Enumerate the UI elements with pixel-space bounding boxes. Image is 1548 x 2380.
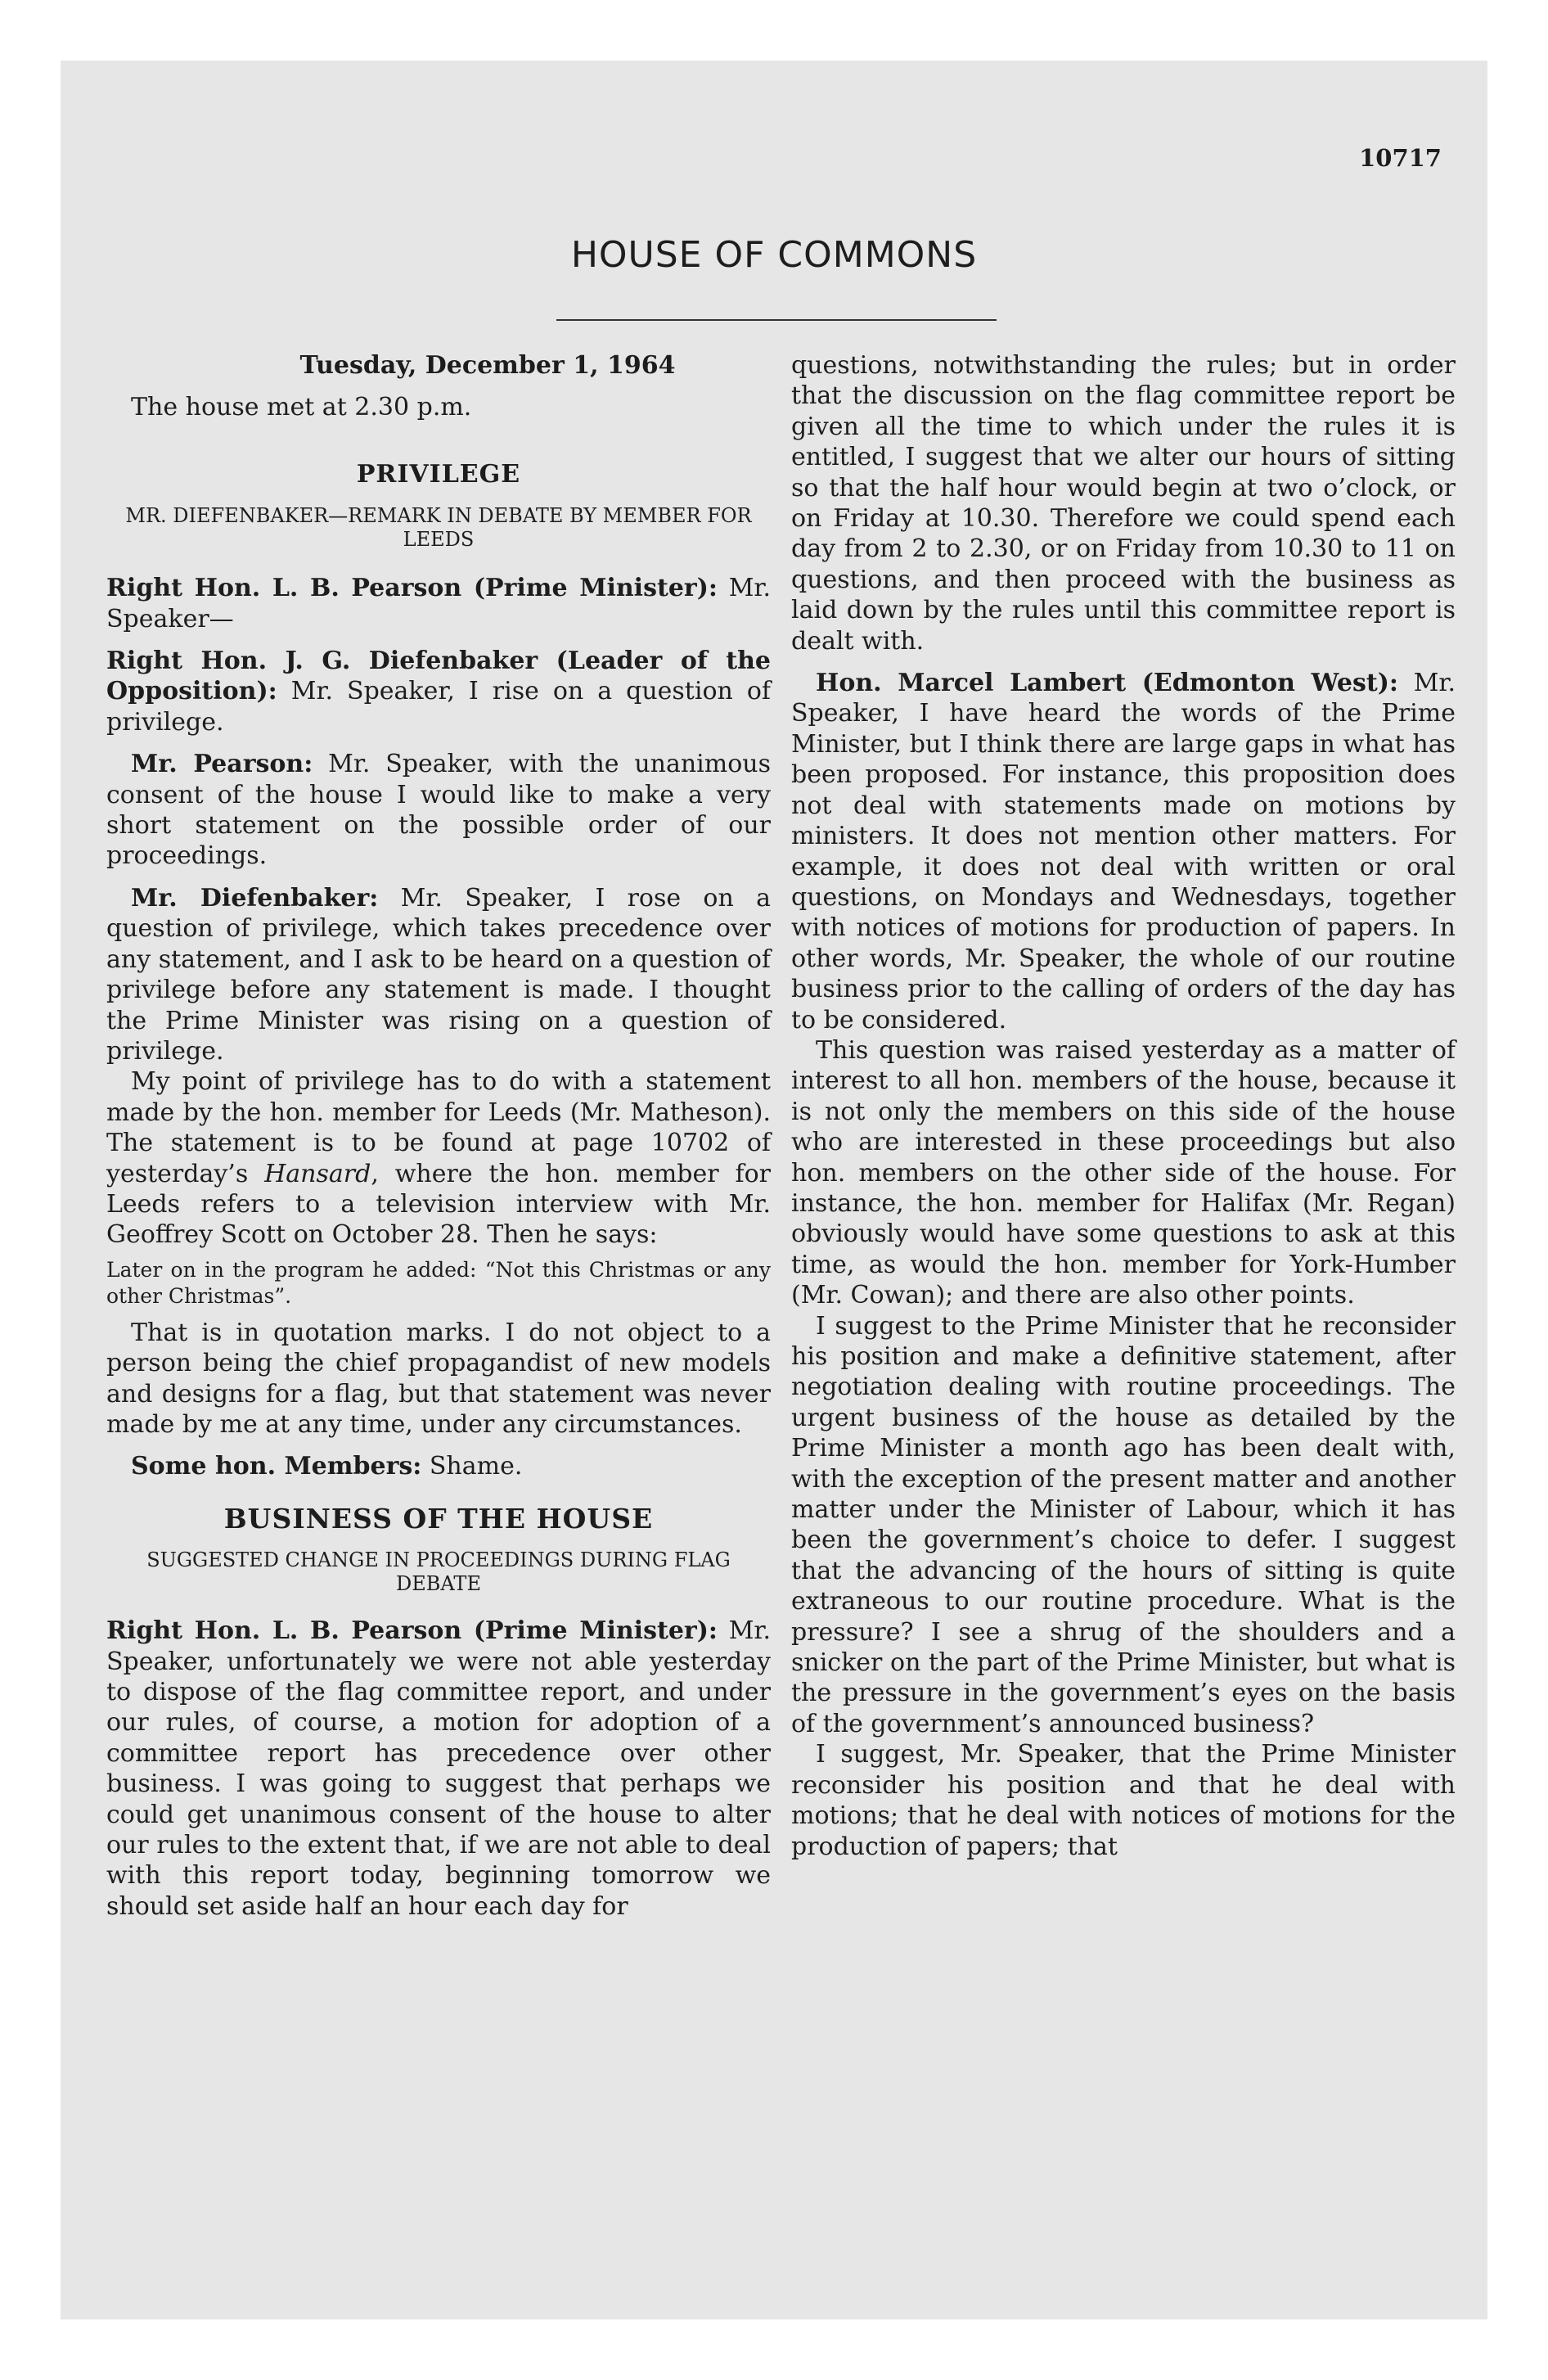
speech-text: Mr. Speaker, with the unanimous consent of the house I would like to make a very short statement on the possible order of our proceedings. <box>106 750 771 871</box>
speech-paragraph: That is in quotation marks. I do not object to a person being the chief propagandist of new models and designs for a flag, but that statement was never made by me at any time, under any circumstances. <box>106 1318 771 1439</box>
speech-text: My point of privilege has to do with a statement made by the hon. member for Leeds (Mr. Matheson). The statement is to be found at page 10702 of yesterday’s <box>106 1067 771 1188</box>
speech-text: Mr. Speaker, I have heard the words of the Prime Minister, but I think there are large gaps in what has been proposed. For instance, this proposition does not deal with statements made on motions by ministers. It does not mention other matters. For example, it does not deal with written or oral questions, on Mondays and Wednesdays, together with notices of motions for production of papers. In other words, Mr. Speaker, the whole of our routine business prior to the calling of orders of the day has to be considered. <box>791 669 1456 1034</box>
speaker-name: Right Hon. J. G. Diefenbaker (Leader of the Opposition): <box>106 647 771 706</box>
speech-text: Shame. <box>421 1452 523 1481</box>
speech-paragraph: I suggest to the Prime Minister that he reconsider his position and make a definitive statement, after negotiation dealing with routine proceedings. The urgent business of the house as detailed by the Prime Minister a month ago has been dealt with, with the exception of the present matter and another matter under the Minister of Labour, which it has been the government’s choice to defer. I suggest that the advancing of the hours of sitting is quite extraneous to our routine procedure. What is the pressure? I see a shrug of the shoulders and a snicker on the part of the Prime Minister, but what is the pressure in the government’s eyes on the basis of the government’s announced business? <box>791 1311 1456 1738</box>
speaker-name: Some hon. Members: <box>131 1452 422 1481</box>
hansard-title: Hansard <box>264 1159 371 1188</box>
speech-paragraph <box>106 749 771 872</box>
speech-paragraph <box>791 668 1456 1035</box>
speech-paragraph: I suggest, Mr. Speaker, that the Prime Minister reconsider his position and that he deal with motions; that he deal with notices of motions for the production of papers; that <box>791 1740 1456 1861</box>
speech-paragraph <box>106 1066 771 1250</box>
speech-text: , where the hon. member for Leeds refers to a television interview with Mr. Geoffrey Scott on October 28. Then he says: <box>106 1159 772 1250</box>
speech-paragraph: questions, notwithstanding the rules; but in order that the discussion on the flag committee report be given all the time to which under the rules it is entitled, I suggest that we alter our hours of sitting so that the half hour would begin at two o’clock, or on Friday at 10.30. Therefore we could spend each day from 2 to 2.30, or on Friday from 10.30 to 11 on questions, and then proceed with the business as laid down by the rules until this committee report is dealt with. <box>791 351 1456 656</box>
title-rule <box>556 319 997 321</box>
speech-paragraph: This question was raised yesterday as a matter of interest to all hon. members of the house, because it is not only the members on this side of the house who are interested in these proceedings but also hon. members on the other side of the house. For instance, the hon. member for Halifax (Mr. Regan) obviously would have some questions to ask at this time, as would the hon. member for York-Humber (Mr. Cowan); and there are also other points. <box>791 1035 1456 1310</box>
right-column <box>791 350 1456 1862</box>
page-title: HOUSE OF COMMONS <box>570 234 978 276</box>
sitting-date: Tuesday, December 1, 1964 <box>299 351 676 380</box>
speech-text: Mr. Speaker— <box>106 574 772 633</box>
speech-paragraph <box>106 1616 771 1922</box>
speaker-name: Mr. Pearson: <box>131 750 313 779</box>
speaker-name: Hon. Marcel Lambert (Edmonton West): <box>816 669 1398 698</box>
speech-text: Mr. Speaker, I rise on a question of privilege. <box>106 677 771 737</box>
speaker-name: Right Hon. L. B. Pearson (Prime Minister): <box>106 1616 718 1646</box>
page-number: 10717 <box>1359 144 1442 172</box>
opening-line: The house met at 2.30 p.m. <box>131 393 472 422</box>
privilege-heading: PRIVILEGE <box>356 459 521 489</box>
speech-paragraph <box>106 573 771 634</box>
speaker-name: Right Hon. L. B. Pearson (Prime Minister): <box>106 574 718 603</box>
privilege-subheading: MR. DIEFENBAKER—REMARK IN DEBATE BY MEMBER FOR LEEDS <box>125 504 752 552</box>
quotation: Later on in the program he added: “Not this Christmas or any other Christmas”. <box>106 1257 771 1308</box>
speech-paragraph <box>106 1451 771 1481</box>
business-subheading: SUGGESTED CHANGE IN PROCEEDINGS DURING FLAG DEBATE <box>146 1548 731 1596</box>
left-column <box>106 350 771 1922</box>
speaker-name: Mr. Diefenbaker: <box>131 883 379 913</box>
speech-paragraph <box>106 646 771 737</box>
business-heading: BUSINESS OF THE HOUSE <box>223 1502 654 1535</box>
speech-paragraph <box>106 883 771 1066</box>
speech-text: Mr. Speaker, unfortunately we were not able yesterday to dispose of the flag committee report, and under our rules, of course, a motion for adoption of a committee report has precedence over other business. I was going to suggest that perhaps we could get unanimous consent of the house to alter our rules to the extent that, if we are not able to deal with this report today, beginning tomorrow we should set aside half an hour each day for <box>106 1616 772 1921</box>
speech-text: Mr. Speaker, I rose on a question of privilege, which takes precedence over any statement, and I ask to be heard on a question of privilege before any statement is made. I thought the Prime Minister was rising on a question of privilege. <box>106 883 771 1066</box>
